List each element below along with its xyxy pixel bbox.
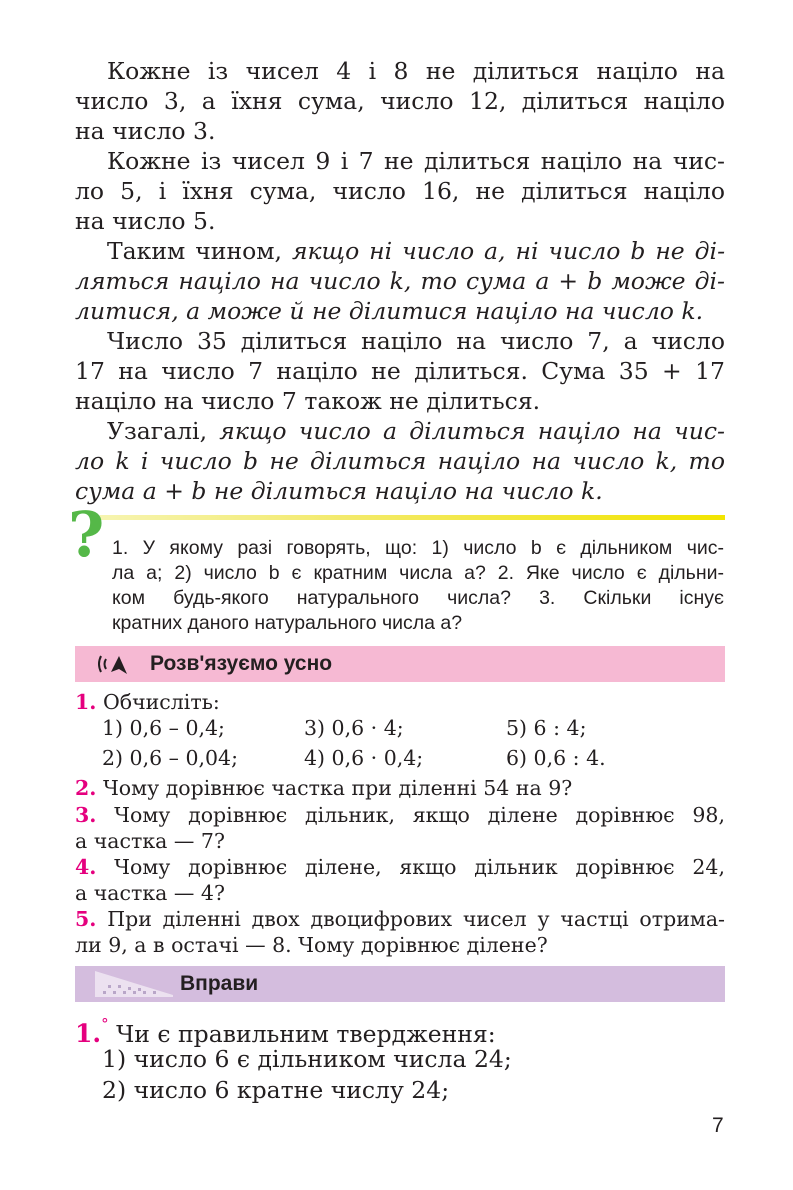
text-line: націло на число 7 також не ділиться. bbox=[75, 387, 541, 415]
plain-text: Таким чином, bbox=[107, 237, 292, 265]
question-line: ла a; 2) число b є кратним числа a? 2. Яке число є дільни- bbox=[112, 562, 724, 584]
paragraph-1 bbox=[75, 56, 725, 146]
exercise-text: При діленні двох двоцифрових чисел у частці отрима- bbox=[107, 907, 725, 931]
oral-exercise-1 bbox=[75, 689, 725, 715]
oral-exercise-2 bbox=[75, 775, 725, 801]
text-line: на число 3. bbox=[75, 117, 216, 145]
ruler-icon bbox=[93, 969, 175, 999]
computation-item: 1) 0,6 – 0,4; bbox=[102, 716, 225, 740]
text-line: ло 5, і їхня сума, число 16, не ділиться націло bbox=[75, 177, 725, 205]
text-line: на число 5. bbox=[75, 207, 216, 235]
exercise-number: 3. bbox=[75, 803, 97, 827]
exercise-number: 1. bbox=[75, 690, 97, 714]
oral-exercise-3 bbox=[75, 802, 725, 854]
text-line: число 3, а їхня сума, число 12, ділиться націло bbox=[75, 87, 725, 115]
text-line bbox=[75, 416, 725, 446]
question-divider bbox=[100, 515, 725, 520]
exercise-number: 1. bbox=[75, 1018, 102, 1048]
text-line: 17 на число 7 націло не ділиться. Сума 35 + 17 bbox=[75, 357, 725, 385]
review-questions bbox=[112, 536, 724, 636]
oral-exercise-5 bbox=[75, 906, 725, 958]
rule-text: ло k і число b не ділиться націло на число k, то bbox=[75, 447, 725, 475]
rule-text: литися, а може й не ділитися націло на число k. bbox=[75, 297, 704, 325]
text-line: Кожне із чисел 4 і 8 не ділиться націло на bbox=[107, 57, 725, 85]
question-line: кратних даного натурального числа a? bbox=[112, 612, 463, 634]
text-line: Число 35 ділиться націло на число 7, а число bbox=[107, 327, 725, 355]
exercise-line bbox=[75, 775, 725, 801]
speech-icon bbox=[95, 652, 131, 676]
exercise-number: 2. bbox=[75, 776, 97, 800]
exercises-section-header bbox=[75, 966, 725, 1002]
exercise-number: 5. bbox=[75, 907, 97, 931]
computation-item: 6) 0,6 : 4. bbox=[506, 746, 606, 770]
paragraph-4 bbox=[75, 326, 725, 416]
plain-text: Узагалі, bbox=[107, 417, 220, 445]
exercise-item: 2) число 6 кратне числу 24; bbox=[102, 1076, 450, 1104]
exercise-number: 4. bbox=[75, 855, 97, 879]
oral-exercise-4 bbox=[75, 854, 725, 906]
section-title: Розв'язуємо усно bbox=[150, 652, 333, 675]
rule-text: якщо ні число a, ні число b не ді- bbox=[291, 237, 726, 265]
text-line bbox=[75, 476, 725, 506]
exercise-text: Чому дорівнює дільник, якщо ділене дорівнює 98, bbox=[114, 803, 725, 827]
difficulty-mark: ° bbox=[101, 1015, 109, 1033]
text-line: Кожне із чисел 9 і 7 не ділиться націло на чис- bbox=[107, 147, 725, 175]
exercise-text: Обчисліть: bbox=[102, 690, 220, 714]
computation-item: 5) 6 : 4; bbox=[506, 716, 587, 740]
exercise-line: ли 9, а в остачі — 8. Чому дорівнює ділене? bbox=[75, 933, 548, 957]
exercise-text: Чому дорівнює частка при діленні 54 на 9? bbox=[102, 776, 573, 800]
exercise-line bbox=[75, 689, 725, 715]
question-mark-icon: ? bbox=[68, 498, 105, 571]
computation-item: 2) 0,6 – 0,04; bbox=[102, 746, 238, 770]
text-line bbox=[75, 296, 725, 326]
question-line: 1. У якому разі говорять, що: 1) число b є дільником чис- bbox=[112, 537, 724, 559]
paragraph-3-rule bbox=[75, 236, 725, 326]
text-line bbox=[75, 236, 725, 266]
computation-item: 3) 0,6 · 4; bbox=[304, 716, 404, 740]
exercise-text: Чому дорівнює ділене, якщо дільник дорівнює 24, bbox=[114, 855, 725, 879]
oral-section-header bbox=[75, 646, 725, 682]
exercise-line bbox=[75, 906, 725, 932]
page-number: 7 bbox=[712, 1114, 724, 1137]
exercise-line bbox=[75, 802, 725, 828]
rule-text: ляться націло на число k, то сума a + b може ді- bbox=[75, 267, 725, 295]
exercise-line bbox=[75, 854, 725, 880]
rule-text: якщо число a ділиться націло на чис- bbox=[219, 417, 725, 445]
rule-text: сума a + b не ділиться націло на число k. bbox=[75, 477, 603, 505]
exercise-line: а частка — 7? bbox=[75, 829, 225, 853]
text-line bbox=[75, 446, 725, 476]
question-line: ком будь-якого натурального числа? 3. Скільки існує bbox=[112, 587, 724, 609]
paragraph-2 bbox=[75, 146, 725, 236]
paragraph-5-rule bbox=[75, 416, 725, 506]
exercise-item: 1) число 6 є дільником числа 24; bbox=[102, 1045, 512, 1073]
computation-item: 4) 0,6 · 0,4; bbox=[304, 746, 424, 770]
section-title: Вправи bbox=[180, 972, 259, 995]
exercise-text: Чи є правильним твердження: bbox=[116, 1019, 496, 1048]
exercise-line: а частка — 4? bbox=[75, 881, 225, 905]
text-line bbox=[75, 266, 725, 296]
